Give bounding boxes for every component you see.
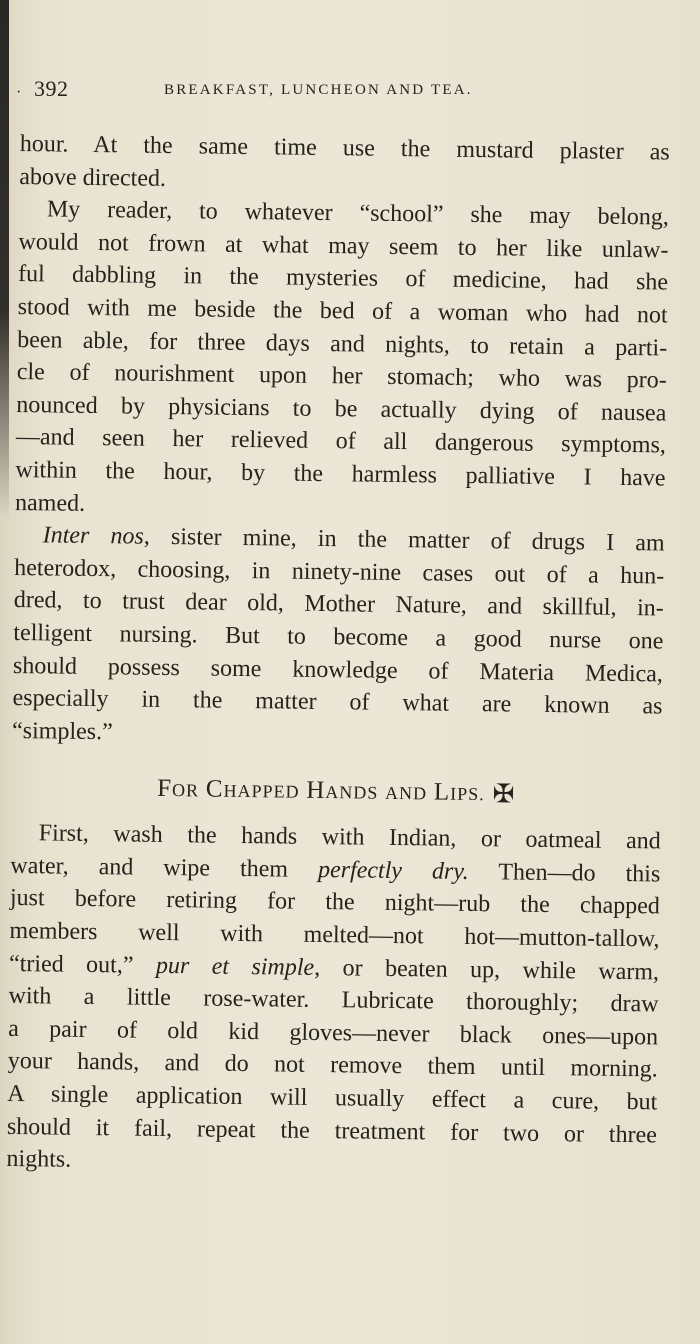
text-line: a pair of old kid gloves—never black ones—upon [8, 1015, 659, 1051]
paragraph-continuation [19, 128, 670, 202]
text-line: within the hour, by the harmless palliative I have [15, 456, 666, 492]
running-header [14, 74, 674, 108]
text-line: would not frown at what may seem to her like unlaw- [18, 228, 669, 264]
page-number: 392 [34, 76, 69, 101]
text-line: First, wash the hands with Indian, or oatmeal and [38, 820, 661, 855]
text-line: just before retiring for the night—rub the chapped [9, 885, 661, 920]
paragraph-chapped-hands [6, 817, 661, 1184]
text-line: should it fail, repeat the treatment for two or three [6, 1113, 658, 1149]
text-line: ful dabbling in the mysteries of medicine, had she [17, 261, 669, 296]
text-line: should possess some knowledge of Materia Medica, [12, 652, 664, 687]
text-line: with a little rose-water. Lubricate thoroughly; draw [8, 983, 659, 1018]
paragraph-reader [15, 193, 669, 527]
text-line: “simples.” [11, 717, 113, 745]
italic-phrase: pur et simple [155, 952, 315, 981]
text-line: named. [14, 489, 86, 517]
cross-icon: ✠ [492, 779, 516, 809]
text-fragment: water, and wipe them [10, 852, 319, 883]
italic-phrase: perfectly dry. [317, 856, 469, 885]
text-line: your hands, and do not remove them until morning. [7, 1048, 658, 1083]
text-fragment: “tried out,” [8, 950, 157, 979]
text-line: A single application will usually effect a cure, but [7, 1080, 658, 1116]
text-line: cle of nourishment upon her stomach; who was pro- [16, 359, 667, 394]
text-line: heterodox, choosing, in ninety-nine cases out of a hun- [14, 554, 665, 590]
text-line: nights. [6, 1146, 72, 1173]
text-fragment: , or beaten up, while warm, [313, 954, 660, 986]
paragraph-inter-nos [12, 519, 665, 756]
text-line: hour. At the same time use the mustard plaster as [19, 130, 670, 166]
binding-edge [0, 0, 9, 520]
text-line: nounced by physicians to be actually dying of nausea [16, 391, 667, 427]
text-fragment: Then—do this [468, 858, 661, 888]
section-heading: FOR CHAPPED HANDS AND LIPS. ✠ [157, 775, 516, 809]
text-line: been able, for three days and nights, to retain a parti- [17, 326, 668, 362]
text-line: dred, to trust dear old, Mother Nature, and skillful, in- [13, 587, 664, 622]
text-line: telligent nursing. But to become a good nurse one [13, 619, 664, 655]
text-fragment: , sister mine, in the matter of drugs I am [143, 523, 665, 557]
text-line: members well with melted—not hot—mutton-tallow, [9, 917, 660, 953]
running-title: BREAKFAST, LUNCHEON AND TEA. [164, 82, 473, 98]
text-line: above directed. [19, 163, 167, 192]
italic-phrase: Inter nos [42, 522, 144, 550]
text-line: especially in the matter of what are known as [12, 685, 663, 720]
text-line: My reader, to whatever “school” she may belong, [46, 196, 670, 231]
folio-mark: · [16, 84, 22, 101]
body-text [6, 128, 670, 1184]
text-line: stood with me beside the bed of a woman who had not [17, 293, 668, 329]
text-line: —and seen her relieved of all dangerous symptoms, [15, 424, 667, 459]
